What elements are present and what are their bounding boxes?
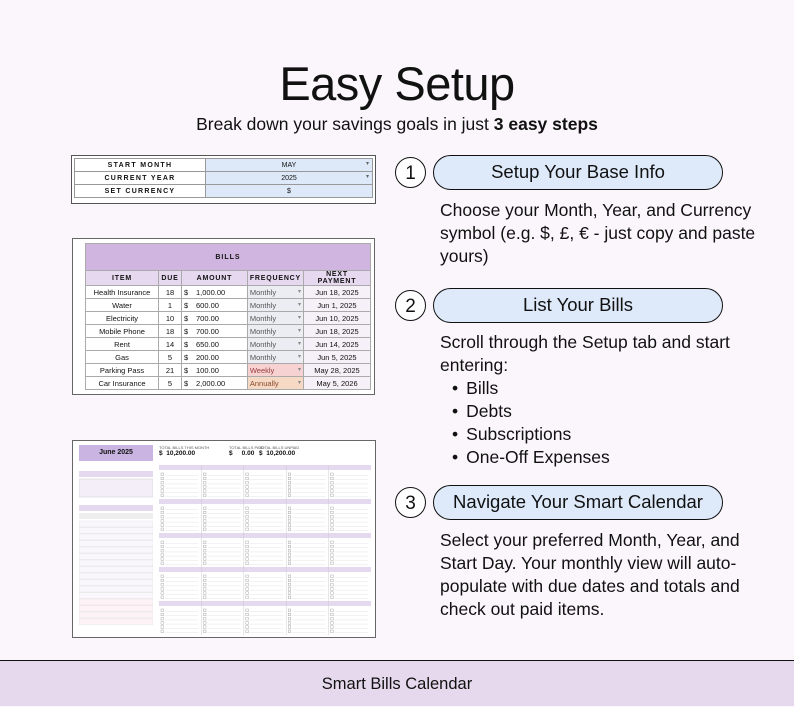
paid-checkbox[interactable] bbox=[331, 622, 334, 625]
paid-checkbox[interactable] bbox=[203, 541, 206, 544]
paid-checkbox[interactable] bbox=[288, 520, 291, 523]
calendar-preview bbox=[72, 440, 376, 638]
paid-checkbox[interactable] bbox=[288, 630, 291, 633]
bill-frequency-select[interactable]: Monthly ▾ bbox=[247, 286, 303, 299]
paid-checkbox[interactable] bbox=[331, 609, 334, 612]
paid-checkbox[interactable] bbox=[331, 473, 334, 476]
bill-row[interactable] bbox=[86, 377, 371, 390]
paid-checkbox[interactable] bbox=[203, 520, 206, 523]
upcoming-row bbox=[79, 534, 153, 540]
paid-checkbox[interactable] bbox=[246, 596, 249, 599]
paid-checkbox[interactable] bbox=[331, 596, 334, 599]
currency-symbol: $ bbox=[182, 312, 195, 325]
paid-checkbox[interactable] bbox=[288, 549, 291, 552]
paid-checkbox[interactable] bbox=[203, 613, 206, 616]
page-title: Easy Setup bbox=[279, 57, 515, 110]
upcoming-row bbox=[79, 541, 153, 547]
bill-amount[interactable]: 600.00 bbox=[194, 299, 247, 312]
calendar-grid bbox=[159, 465, 371, 635]
paid-checkbox[interactable] bbox=[288, 626, 291, 629]
current-year-select[interactable]: 2025 ▾ bbox=[206, 172, 373, 185]
upcoming-row bbox=[79, 521, 153, 527]
paid-checkbox[interactable] bbox=[246, 473, 249, 476]
paid-checkbox[interactable] bbox=[331, 579, 334, 582]
paid-checkbox[interactable] bbox=[203, 549, 206, 552]
paid-checkbox[interactable] bbox=[203, 524, 206, 527]
currency-symbol: $ bbox=[182, 364, 195, 377]
bills-header-row bbox=[86, 271, 371, 286]
paid-checkbox[interactable] bbox=[203, 579, 206, 582]
paid-checkbox[interactable] bbox=[161, 490, 164, 493]
paid-checkbox[interactable] bbox=[246, 511, 249, 514]
column-header: ITEM bbox=[86, 271, 159, 286]
paid-checkbox[interactable] bbox=[288, 524, 291, 527]
paid-checkbox[interactable] bbox=[246, 630, 249, 633]
subtitle-text: Break down your savings goals in just bbox=[196, 114, 494, 134]
paid-checkbox[interactable] bbox=[161, 575, 164, 578]
bill-amount[interactable]: 1,000.00 bbox=[194, 286, 247, 299]
bill-due[interactable]: 1 bbox=[159, 299, 182, 312]
paid-checkbox[interactable] bbox=[288, 481, 291, 484]
paid-checkbox[interactable] bbox=[161, 528, 164, 531]
paid-checkbox[interactable] bbox=[246, 558, 249, 561]
paid-checkbox[interactable] bbox=[331, 481, 334, 484]
paid-checkbox[interactable] bbox=[331, 562, 334, 565]
bill-item[interactable]: Health Insurance bbox=[86, 286, 159, 299]
setup-row bbox=[75, 159, 373, 172]
setup-label: SET CURRENCY bbox=[75, 185, 206, 198]
step-2-description: Scroll through the Setup tab and start entering: bbox=[440, 332, 730, 375]
paid-checkbox[interactable] bbox=[203, 626, 206, 629]
paid-checkbox[interactable] bbox=[246, 613, 249, 616]
paid-checkbox[interactable] bbox=[331, 549, 334, 552]
calendar-week-header bbox=[159, 499, 371, 504]
paid-checkbox[interactable] bbox=[161, 558, 164, 561]
paid-checkbox[interactable] bbox=[246, 554, 249, 557]
step-2-bullet: • Bills bbox=[452, 377, 498, 400]
paid-checkbox[interactable] bbox=[288, 490, 291, 493]
upcoming-row bbox=[79, 528, 153, 534]
paid-checkbox[interactable] bbox=[203, 558, 206, 561]
paid-checkbox[interactable] bbox=[288, 558, 291, 561]
footer-banner: Smart Bills Calendar bbox=[0, 660, 794, 706]
bill-next-payment: Jun 18, 2025 bbox=[304, 286, 371, 299]
bill-due[interactable]: 10 bbox=[159, 312, 182, 325]
paid-checkbox[interactable] bbox=[246, 490, 249, 493]
bill-item[interactable]: Water bbox=[86, 299, 159, 312]
upcoming-row bbox=[79, 554, 153, 560]
paid-checkbox[interactable] bbox=[288, 613, 291, 616]
setup-row bbox=[75, 185, 373, 198]
paid-checkbox[interactable] bbox=[331, 524, 334, 527]
bill-due[interactable]: 18 bbox=[159, 286, 182, 299]
paid-checkbox[interactable] bbox=[288, 622, 291, 625]
paid-checkbox[interactable] bbox=[288, 477, 291, 480]
currency-symbol: $ bbox=[182, 351, 195, 364]
currency-symbol: $ bbox=[182, 286, 195, 299]
upcoming-row bbox=[79, 599, 153, 605]
paid-checkbox[interactable] bbox=[161, 541, 164, 544]
calendar-week-header bbox=[159, 465, 371, 470]
paid-checkbox[interactable] bbox=[246, 549, 249, 552]
paid-checkbox[interactable] bbox=[161, 477, 164, 480]
step-3-number: 3 bbox=[395, 487, 426, 518]
calendar-sidebar-lists bbox=[79, 461, 153, 633]
paid-checkbox[interactable] bbox=[331, 575, 334, 578]
paid-checkbox[interactable] bbox=[203, 622, 206, 625]
bill-item[interactable]: Car Insurance bbox=[86, 377, 159, 390]
page-subtitle bbox=[0, 113, 794, 135]
paid-checkbox[interactable] bbox=[288, 617, 291, 620]
upcoming-header bbox=[79, 505, 153, 511]
paid-checkbox[interactable] bbox=[331, 626, 334, 629]
paid-checkbox[interactable] bbox=[161, 524, 164, 527]
bill-due[interactable]: 14 bbox=[159, 338, 182, 351]
paid-checkbox[interactable] bbox=[331, 617, 334, 620]
bill-next-payment: Jun 14, 2025 bbox=[304, 338, 371, 351]
paid-checkbox[interactable] bbox=[203, 507, 206, 510]
paid-checkbox[interactable] bbox=[161, 596, 164, 599]
bill-item[interactable]: Mobile Phone bbox=[86, 325, 159, 338]
paid-checkbox[interactable] bbox=[288, 583, 291, 586]
bill-item[interactable]: Rent bbox=[86, 338, 159, 351]
paid-checkbox[interactable] bbox=[331, 545, 334, 548]
chevron-down-icon: ▾ bbox=[297, 288, 301, 295]
upcoming-row bbox=[79, 593, 153, 599]
paid-checkbox[interactable] bbox=[203, 588, 206, 591]
step-1-description: Choose your Month, Year, and Currency symbol (e.g. $, £, € - just copy and paste yours) bbox=[440, 200, 756, 266]
paid-checkbox[interactable] bbox=[161, 507, 164, 510]
paid-checkbox[interactable] bbox=[331, 528, 334, 531]
chevron-down-icon: ▾ bbox=[297, 353, 301, 360]
paid-checkbox[interactable] bbox=[246, 528, 249, 531]
paid-checkbox[interactable] bbox=[203, 630, 206, 633]
paid-checkbox[interactable] bbox=[161, 554, 164, 557]
step-2-bullet: • One-Off Expenses bbox=[452, 446, 610, 469]
chevron-down-icon: ▾ bbox=[365, 161, 369, 167]
step-2-bullet: • Debts bbox=[452, 400, 512, 423]
total-paid: TOTAL BILLS PAID $ 0.00 bbox=[229, 445, 264, 457]
paid-checkbox[interactable] bbox=[161, 515, 164, 518]
bill-next-payment: May 28, 2025 bbox=[304, 364, 371, 377]
column-header: DUE bbox=[159, 271, 182, 286]
upcoming-rows bbox=[79, 521, 153, 625]
paid-checkbox[interactable] bbox=[246, 575, 249, 578]
paid-checkbox[interactable] bbox=[246, 494, 249, 497]
currency-symbol: $ bbox=[182, 377, 195, 390]
bill-due[interactable]: 5 bbox=[159, 377, 182, 390]
paid-checkbox[interactable] bbox=[331, 494, 334, 497]
chevron-down-icon: ▾ bbox=[297, 366, 301, 373]
step-2-number: 2 bbox=[395, 290, 426, 321]
paid-checkbox[interactable] bbox=[161, 579, 164, 582]
paid-checkbox[interactable] bbox=[161, 622, 164, 625]
paid-checkbox[interactable] bbox=[331, 490, 334, 493]
paid-checkbox[interactable] bbox=[161, 494, 164, 497]
paid-checkbox[interactable] bbox=[161, 562, 164, 565]
paid-checkbox[interactable] bbox=[203, 481, 206, 484]
paid-checkbox[interactable] bbox=[246, 583, 249, 586]
chevron-down-icon: ▾ bbox=[365, 174, 369, 180]
paid-checkbox[interactable] bbox=[161, 588, 164, 591]
bill-amount[interactable]: 200.00 bbox=[194, 351, 247, 364]
chevron-down-icon: ▾ bbox=[297, 327, 301, 334]
bill-frequency-select[interactable]: Monthly ▾ bbox=[247, 299, 303, 312]
bill-due[interactable]: 18 bbox=[159, 325, 182, 338]
overview-header bbox=[79, 471, 153, 477]
paid-checkbox[interactable] bbox=[246, 545, 249, 548]
bills-title: BILLS bbox=[86, 244, 371, 271]
bill-next-payment: Jun 10, 2025 bbox=[304, 312, 371, 325]
bills-table bbox=[72, 238, 375, 395]
upcoming-row bbox=[79, 567, 153, 573]
paid-checkbox[interactable] bbox=[246, 609, 249, 612]
paid-checkbox[interactable] bbox=[331, 554, 334, 557]
paid-checkbox[interactable] bbox=[246, 579, 249, 582]
paid-checkbox[interactable] bbox=[331, 592, 334, 595]
upcoming-row bbox=[79, 547, 153, 553]
calendar-week-header bbox=[159, 533, 371, 538]
bill-frequency-select[interactable]: Monthly ▾ bbox=[247, 338, 303, 351]
upcoming-row bbox=[79, 586, 153, 592]
bill-amount[interactable]: 2,000.00 bbox=[194, 377, 247, 390]
paid-checkbox[interactable] bbox=[161, 626, 164, 629]
paid-checkbox[interactable] bbox=[288, 575, 291, 578]
step-3-description: Select your preferred Month, Year, and Start Day. Your monthly view will auto-populate with due dates and totals and check out paid items. bbox=[440, 530, 740, 619]
paid-checkbox[interactable] bbox=[288, 486, 291, 489]
bill-row[interactable] bbox=[86, 364, 371, 377]
chevron-down-icon: ▾ bbox=[297, 340, 301, 347]
paid-checkbox[interactable] bbox=[161, 583, 164, 586]
bill-amount[interactable]: 700.00 bbox=[194, 325, 247, 338]
bill-amount[interactable]: 700.00 bbox=[194, 312, 247, 325]
column-header: NEXT PAYMENT bbox=[304, 271, 371, 286]
bill-due[interactable]: 5 bbox=[159, 351, 182, 364]
paid-checkbox[interactable] bbox=[331, 558, 334, 561]
paid-checkbox[interactable] bbox=[161, 545, 164, 548]
chevron-down-icon: ▾ bbox=[297, 314, 301, 321]
calendar-week-header bbox=[159, 601, 371, 606]
currency-symbol: $ bbox=[182, 325, 195, 338]
bill-next-payment: May 5, 2026 bbox=[304, 377, 371, 390]
paid-checkbox[interactable] bbox=[161, 609, 164, 612]
currency-input[interactable]: $ bbox=[206, 185, 373, 198]
paid-checkbox[interactable] bbox=[161, 486, 164, 489]
paid-checkbox[interactable] bbox=[246, 520, 249, 523]
paid-checkbox[interactable] bbox=[288, 554, 291, 557]
bill-next-payment: Jun 1, 2025 bbox=[304, 299, 371, 312]
calendar-sidebar bbox=[79, 445, 153, 635]
paid-checkbox[interactable] bbox=[246, 477, 249, 480]
paid-checkbox[interactable] bbox=[246, 515, 249, 518]
paid-checkbox[interactable] bbox=[331, 613, 334, 616]
calendar-month-label: June 2025 bbox=[79, 445, 153, 461]
paid-checkbox[interactable] bbox=[161, 481, 164, 484]
paid-checkbox[interactable] bbox=[203, 477, 206, 480]
paid-checkbox[interactable] bbox=[288, 609, 291, 612]
paid-checkbox[interactable] bbox=[203, 609, 206, 612]
paid-checkbox[interactable] bbox=[203, 617, 206, 620]
paid-checkbox[interactable] bbox=[331, 511, 334, 514]
paid-checkbox[interactable] bbox=[288, 507, 291, 510]
bill-amount[interactable]: 100.00 bbox=[194, 364, 247, 377]
paid-checkbox[interactable] bbox=[331, 486, 334, 489]
paid-checkbox[interactable] bbox=[246, 524, 249, 527]
bill-amount[interactable]: 650.00 bbox=[194, 338, 247, 351]
bill-frequency-select[interactable]: Weekly ▾ bbox=[247, 364, 303, 377]
bill-item[interactable]: Electricity bbox=[86, 312, 159, 325]
paid-checkbox[interactable] bbox=[203, 583, 206, 586]
paid-checkbox[interactable] bbox=[331, 477, 334, 480]
bill-frequency-select[interactable]: Annually ▾ bbox=[247, 377, 303, 390]
setup-row bbox=[75, 172, 373, 185]
paid-checkbox[interactable] bbox=[161, 549, 164, 552]
paid-checkbox[interactable] bbox=[246, 507, 249, 510]
paid-checkbox[interactable] bbox=[203, 515, 206, 518]
step-2-bullet: • Subscriptions bbox=[452, 423, 571, 446]
paid-checkbox[interactable] bbox=[246, 541, 249, 544]
paid-checkbox[interactable] bbox=[331, 588, 334, 591]
paid-checkbox[interactable] bbox=[288, 528, 291, 531]
currency-symbol: $ bbox=[182, 299, 195, 312]
bill-next-payment: Jun 18, 2025 bbox=[304, 325, 371, 338]
setup-label: CURRENT YEAR bbox=[75, 172, 206, 185]
paid-checkbox[interactable] bbox=[246, 592, 249, 595]
paid-checkbox[interactable] bbox=[161, 613, 164, 616]
setup-table bbox=[71, 155, 376, 204]
paid-checkbox[interactable] bbox=[331, 515, 334, 518]
paid-checkbox[interactable] bbox=[331, 507, 334, 510]
paid-checkbox[interactable] bbox=[288, 588, 291, 591]
step-1-number: 1 bbox=[395, 157, 426, 188]
paid-checkbox[interactable] bbox=[161, 617, 164, 620]
overview-box bbox=[79, 479, 153, 497]
bill-row[interactable] bbox=[86, 338, 371, 351]
calendar-week-header bbox=[159, 567, 371, 572]
paid-checkbox[interactable] bbox=[331, 583, 334, 586]
paid-checkbox[interactable] bbox=[161, 630, 164, 633]
upcoming-row bbox=[79, 573, 153, 579]
paid-checkbox[interactable] bbox=[203, 575, 206, 578]
column-header: AMOUNT bbox=[182, 271, 248, 286]
bill-row[interactable] bbox=[86, 325, 371, 338]
bill-frequency-select[interactable]: Monthly ▾ bbox=[247, 312, 303, 325]
paid-checkbox[interactable] bbox=[203, 473, 206, 476]
upcoming-columns bbox=[79, 513, 153, 519]
paid-checkbox[interactable] bbox=[246, 562, 249, 565]
total-unpaid: TOTAL BILLS UNPAID $ 10,200.00 bbox=[259, 445, 300, 457]
bill-frequency-select[interactable]: Monthly ▾ bbox=[247, 325, 303, 338]
chevron-down-icon: ▾ bbox=[297, 301, 301, 308]
start-month-select[interactable]: MAY ▾ bbox=[206, 159, 373, 172]
paid-checkbox[interactable] bbox=[288, 545, 291, 548]
paid-checkbox[interactable] bbox=[288, 473, 291, 476]
bill-next-payment: Jun 5, 2025 bbox=[304, 351, 371, 364]
paid-checkbox[interactable] bbox=[203, 592, 206, 595]
paid-checkbox[interactable] bbox=[288, 579, 291, 582]
paid-checkbox[interactable] bbox=[246, 617, 249, 620]
paid-checkbox[interactable] bbox=[161, 520, 164, 523]
bill-due[interactable]: 21 bbox=[159, 364, 182, 377]
bill-frequency-select[interactable]: Monthly ▾ bbox=[247, 351, 303, 364]
paid-checkbox[interactable] bbox=[203, 511, 206, 514]
paid-checkbox[interactable] bbox=[203, 490, 206, 493]
paid-checkbox[interactable] bbox=[288, 511, 291, 514]
upcoming-row bbox=[79, 606, 153, 612]
paid-checkbox[interactable] bbox=[203, 545, 206, 548]
step-1-title: Setup Your Base Info bbox=[433, 155, 723, 190]
upcoming-row bbox=[79, 612, 153, 618]
bill-item[interactable]: Parking Pass bbox=[86, 364, 159, 377]
bill-row[interactable] bbox=[86, 286, 371, 299]
step-3-title: Navigate Your Smart Calendar bbox=[433, 485, 723, 520]
paid-checkbox[interactable] bbox=[203, 562, 206, 565]
paid-checkbox[interactable] bbox=[161, 473, 164, 476]
setup-label: START MONTH bbox=[75, 159, 206, 172]
paid-checkbox[interactable] bbox=[246, 588, 249, 591]
paid-checkbox[interactable] bbox=[203, 596, 206, 599]
paid-checkbox[interactable] bbox=[246, 481, 249, 484]
paid-checkbox[interactable] bbox=[203, 554, 206, 557]
bill-row[interactable] bbox=[86, 299, 371, 312]
paid-checkbox[interactable] bbox=[203, 494, 206, 497]
paid-checkbox[interactable] bbox=[288, 596, 291, 599]
column-header: FREQUENCY bbox=[247, 271, 303, 286]
upcoming-row bbox=[79, 619, 153, 625]
paid-checkbox[interactable] bbox=[288, 515, 291, 518]
paid-checkbox[interactable] bbox=[288, 592, 291, 595]
paid-checkbox[interactable] bbox=[288, 541, 291, 544]
upcoming-row bbox=[79, 560, 153, 566]
paid-checkbox[interactable] bbox=[203, 528, 206, 531]
bill-row[interactable] bbox=[86, 351, 371, 364]
paid-checkbox[interactable] bbox=[161, 592, 164, 595]
paid-checkbox[interactable] bbox=[331, 520, 334, 523]
paid-checkbox[interactable] bbox=[288, 562, 291, 565]
upcoming-row bbox=[79, 580, 153, 586]
currency-symbol: $ bbox=[182, 338, 195, 351]
bill-item[interactable]: Gas bbox=[86, 351, 159, 364]
step-2-title: List Your Bills bbox=[433, 288, 723, 323]
total-this-month: TOTAL BILLS THIS MONTH $ 10,200.00 bbox=[159, 445, 210, 457]
paid-checkbox[interactable] bbox=[161, 511, 164, 514]
paid-checkbox[interactable] bbox=[246, 622, 249, 625]
paid-checkbox[interactable] bbox=[246, 626, 249, 629]
paid-checkbox[interactable] bbox=[331, 541, 334, 544]
paid-checkbox[interactable] bbox=[203, 486, 206, 489]
paid-checkbox[interactable] bbox=[331, 630, 334, 633]
paid-checkbox[interactable] bbox=[288, 494, 291, 497]
bill-row[interactable] bbox=[86, 312, 371, 325]
subtitle-emphasis: 3 easy steps bbox=[493, 114, 598, 134]
chevron-down-icon: ▾ bbox=[297, 379, 301, 386]
paid-checkbox[interactable] bbox=[246, 486, 249, 489]
